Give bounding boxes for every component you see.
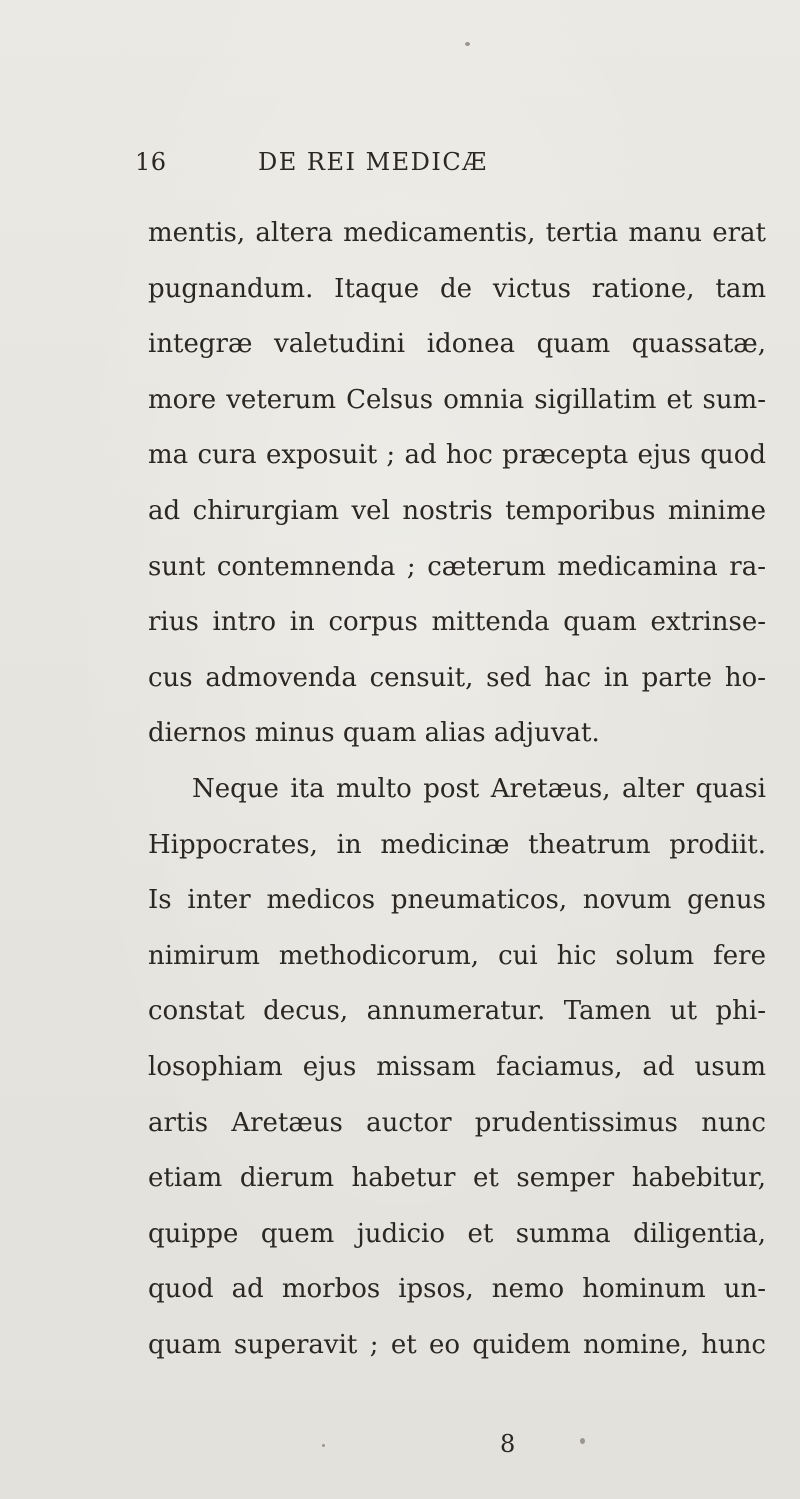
text-line: losophiam ejus missam faciamus, ad usum: [148, 1051, 766, 1082]
text-line: rius intro in corpus mittenda quam extrinse-: [148, 607, 766, 638]
text-line: diernos minus quam alias adjuvat.: [148, 718, 600, 749]
signature-mark: 8: [500, 1430, 516, 1458]
text-line: constat decus, annumeratur. Tamen ut phi-: [148, 996, 766, 1027]
text-line: pugnandum. Itaque de victus ratione, tam: [148, 273, 766, 304]
text-line: quippe quem judicio et summa diligentia,: [148, 1218, 766, 1249]
paper-speck: [465, 42, 470, 46]
text-line: mentis, altera medicamentis, tertia manu erat: [148, 218, 766, 248]
text-line: ad chirurgiam vel nostris temporibus minime: [148, 495, 766, 526]
page-header: [0, 148, 800, 188]
paragraph-start-line: Neque ita multo post Aretæus, alter quasi: [192, 773, 766, 804]
text-line: etiam dierum habetur et semper habebitur,: [148, 1163, 766, 1194]
page-number: 16: [135, 148, 167, 176]
text-line: nimirum methodicorum, cui hic solum fere: [148, 940, 766, 971]
text-line: artis Aretæus auctor prudentissimus nunc: [148, 1107, 766, 1138]
text-line: sunt contemnenda ; cæterum medicamina ra-: [148, 551, 766, 582]
text-line: Hippocrates, in medicinæ theatrum prodiit.: [148, 829, 766, 860]
text-line: Is inter medicos pneumaticos, novum genus: [148, 885, 766, 916]
text-line: cus admovenda censuit, sed hac in parte ho-: [148, 662, 766, 693]
text-line: quod ad morbos ipsos, nemo hominum un-: [148, 1274, 766, 1305]
paper-speck: [580, 1438, 585, 1444]
paper-speck: [322, 1444, 325, 1447]
text-line: quam superavit ; et eo quidem nomine, hunc: [148, 1329, 766, 1360]
body-text: [148, 218, 766, 1385]
text-line: more veterum Celsus omnia sigillatim et sum-: [148, 384, 766, 415]
text-line: integræ valetudini idonea quam quassatæ,: [148, 329, 766, 360]
running-head: DE REI MEDICÆ: [258, 148, 488, 176]
text-line: ma cura exposuit ; ad hoc præcepta ejus quod: [148, 440, 766, 471]
